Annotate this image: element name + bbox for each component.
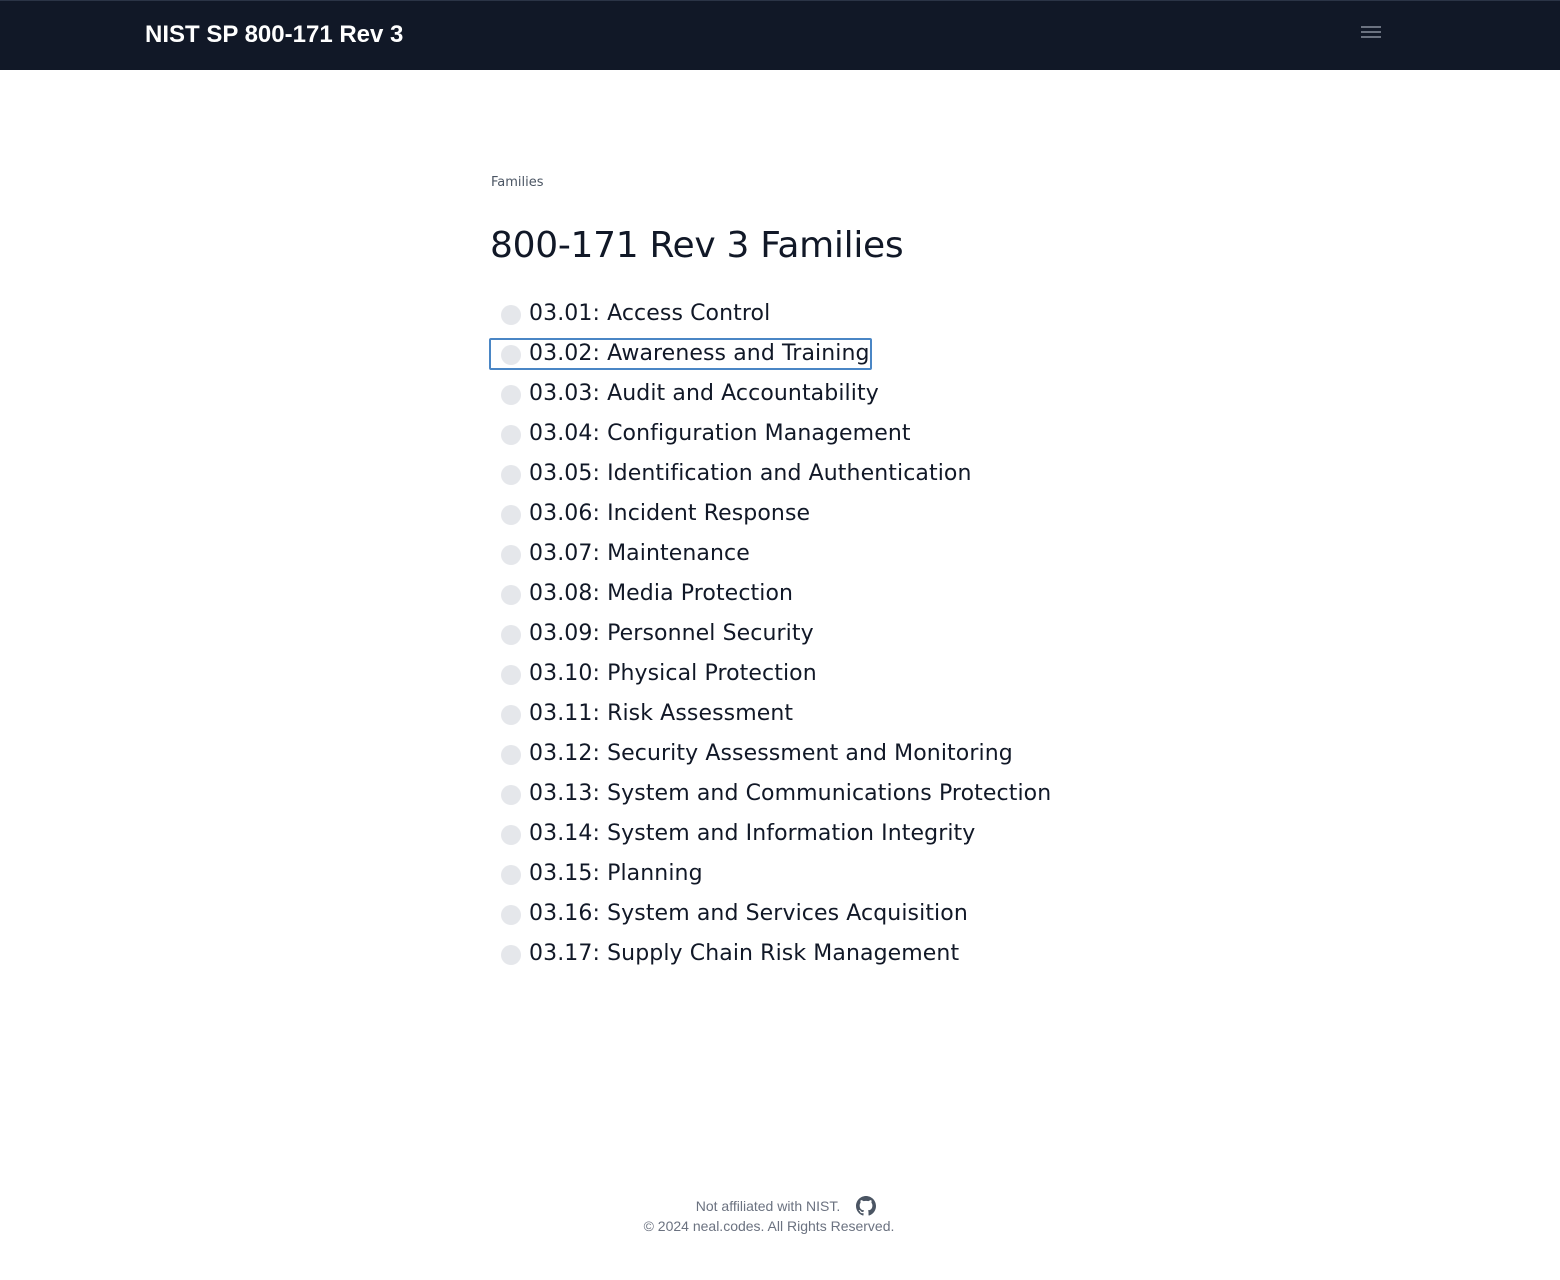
family-link[interactable] [489, 818, 977, 850]
family-link[interactable] [489, 938, 961, 970]
family-link[interactable] [489, 738, 1015, 770]
status-dot-icon [501, 425, 521, 445]
family-label: 03.08: Media Protection [529, 581, 794, 606]
family-link[interactable] [489, 778, 1053, 810]
github-icon[interactable] [856, 1196, 876, 1216]
family-label: 03.06: Incident Response [529, 501, 811, 526]
footer-disclaimer: Not affiliated with NIST. [695, 1198, 841, 1214]
family-link[interactable] [489, 898, 970, 930]
status-dot-icon [501, 825, 521, 845]
top-navbar [0, 0, 1560, 70]
page-title: 800-171 Rev 3 Families [490, 225, 904, 266]
footer [0, 1196, 1538, 1236]
family-label: 03.16: System and Services Acquisition [529, 901, 968, 926]
family-label: 03.14: System and Information Integrity [529, 821, 976, 846]
family-link[interactable] [489, 618, 816, 650]
site-brand-link[interactable]: NIST SP 800-171 Rev 3 [145, 21, 404, 48]
family-label: 03.07: Maintenance [529, 541, 750, 566]
family-label: 03.10: Physical Protection [529, 661, 817, 686]
status-dot-icon [501, 465, 521, 485]
status-dot-icon [501, 745, 521, 765]
family-label: 03.11: Risk Assessment [529, 701, 794, 726]
family-label: 03.12: Security Assessment and Monitoring [529, 741, 1013, 766]
family-label: 03.05: Identification and Authentication [529, 461, 972, 486]
status-dot-icon [501, 785, 521, 805]
status-dot-icon [501, 505, 521, 525]
status-dot-icon [501, 705, 521, 725]
status-dot-icon [501, 665, 521, 685]
family-link[interactable] [489, 658, 819, 690]
status-dot-icon [501, 625, 521, 645]
family-link[interactable] [489, 858, 705, 890]
family-link[interactable] [489, 338, 872, 370]
footer-copyright: © 2024 neal.codes. All Rights Reserved. [643, 1218, 895, 1234]
status-dot-icon [501, 585, 521, 605]
family-link[interactable] [489, 698, 795, 730]
family-label: 03.17: Supply Chain Risk Management [529, 941, 960, 966]
family-link[interactable] [489, 538, 752, 570]
family-label: 03.03: Audit and Accountability [529, 381, 879, 406]
hamburger-menu-icon[interactable] [1356, 19, 1386, 47]
family-label: 03.15: Planning [529, 861, 703, 886]
family-link[interactable] [489, 418, 913, 450]
status-dot-icon [501, 945, 521, 965]
status-dot-icon [501, 865, 521, 885]
footer-top-line [696, 1196, 876, 1216]
status-dot-icon [501, 545, 521, 565]
status-dot-icon [501, 905, 521, 925]
family-link[interactable] [489, 378, 881, 410]
status-dot-icon [501, 305, 521, 325]
status-dot-icon [501, 345, 521, 365]
breadcrumb [491, 174, 544, 192]
status-dot-icon [501, 385, 521, 405]
family-link[interactable] [489, 578, 795, 610]
family-link[interactable] [489, 458, 974, 490]
family-link[interactable] [489, 498, 812, 530]
family-link[interactable] [489, 298, 772, 330]
family-label: 03.04: Configuration Management [529, 421, 911, 446]
family-label: 03.13: System and Communications Protection [529, 781, 1052, 806]
family-label: 03.02: Awareness and Training [529, 341, 870, 366]
family-label: 03.01: Access Control [529, 301, 771, 326]
family-label: 03.09: Personnel Security [529, 621, 814, 646]
breadcrumb-item-families[interactable]: Families [491, 175, 544, 190]
